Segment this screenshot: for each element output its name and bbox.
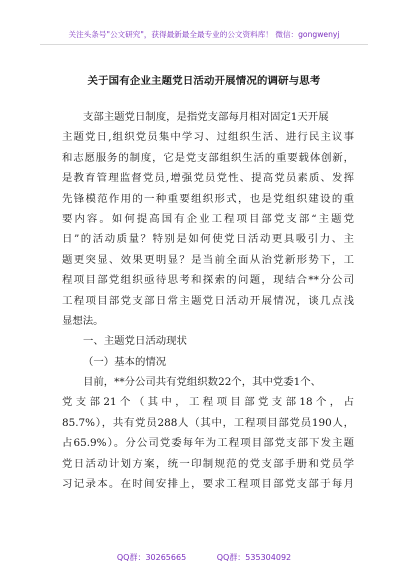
body-line: 要内容。如何提高国有企业工程项目部党支部“主题党: [62, 212, 354, 225]
body-line: 习记录本。在时间安排上，要求工程项目部党支部于每月: [62, 478, 354, 491]
body-line: 支部主题党日制度，是指党支部每月相对固定1天开展: [83, 111, 329, 123]
body-line: 显想法。: [62, 314, 104, 327]
body-line: 占65.9%）。分公司党委每年为工程项目部党支部下发主题: [62, 437, 354, 450]
body-line: 党日活动计划方案，统一印制规范的党支部手册和党员学: [62, 457, 354, 470]
body-line: 85.7%），共有党员288人（其中，工程项目部党员190人，: [62, 416, 354, 429]
body-line: 党支部21个（其中，工程项目部党支部18个，占: [62, 396, 354, 409]
body-line: 主题党日,组织党员集中学习、过组织生活、进行民主议事: [62, 131, 354, 144]
body-line: 程项目部党组织亟待思考和探索的问题，现结合**分公司: [62, 274, 354, 287]
body-line: 目前，**分公司共有党组织数22个，其中党委1个、: [83, 376, 322, 389]
body-line: 先锋模范作用的一种重要组织形式，也是党组织建设的重: [62, 192, 354, 205]
body-line: 是教育管理监督党员,增强党员党性、提高党员素质、发挥: [62, 172, 354, 185]
body-line: 题更突显、效果更明显？是当前全面从治党新形势下，工: [62, 253, 354, 266]
qq-group-2: QQ群：535304092: [216, 553, 292, 562]
qq-group-1: QQ群：30265665: [116, 553, 187, 562]
header-notice: 关注头条号"公文研究"，获得最新最全最专业的公文资料库！ 微信：gongwenyj: [68, 30, 340, 39]
subsection-heading: （一）基本的情况: [83, 355, 167, 368]
body-line: 和志愿服务的制度，它是党支部组织生活的重要载体创新，: [62, 151, 354, 164]
document-body: [62, 107, 354, 494]
body-line: 工程项目部党支部日常主题党日活动开展情况，谈几点浅: [62, 294, 354, 307]
section-heading: 一、主题党日活动现状: [83, 335, 187, 348]
document-title: 关于国有企业主题党日活动开展情况的调研与思考: [87, 75, 321, 87]
footer-contact: [0, 552, 408, 563]
header-divider: [40, 44, 368, 45]
body-line: 日”的活动质量？特别是如何使党日活动更具吸引力、主: [62, 233, 354, 246]
